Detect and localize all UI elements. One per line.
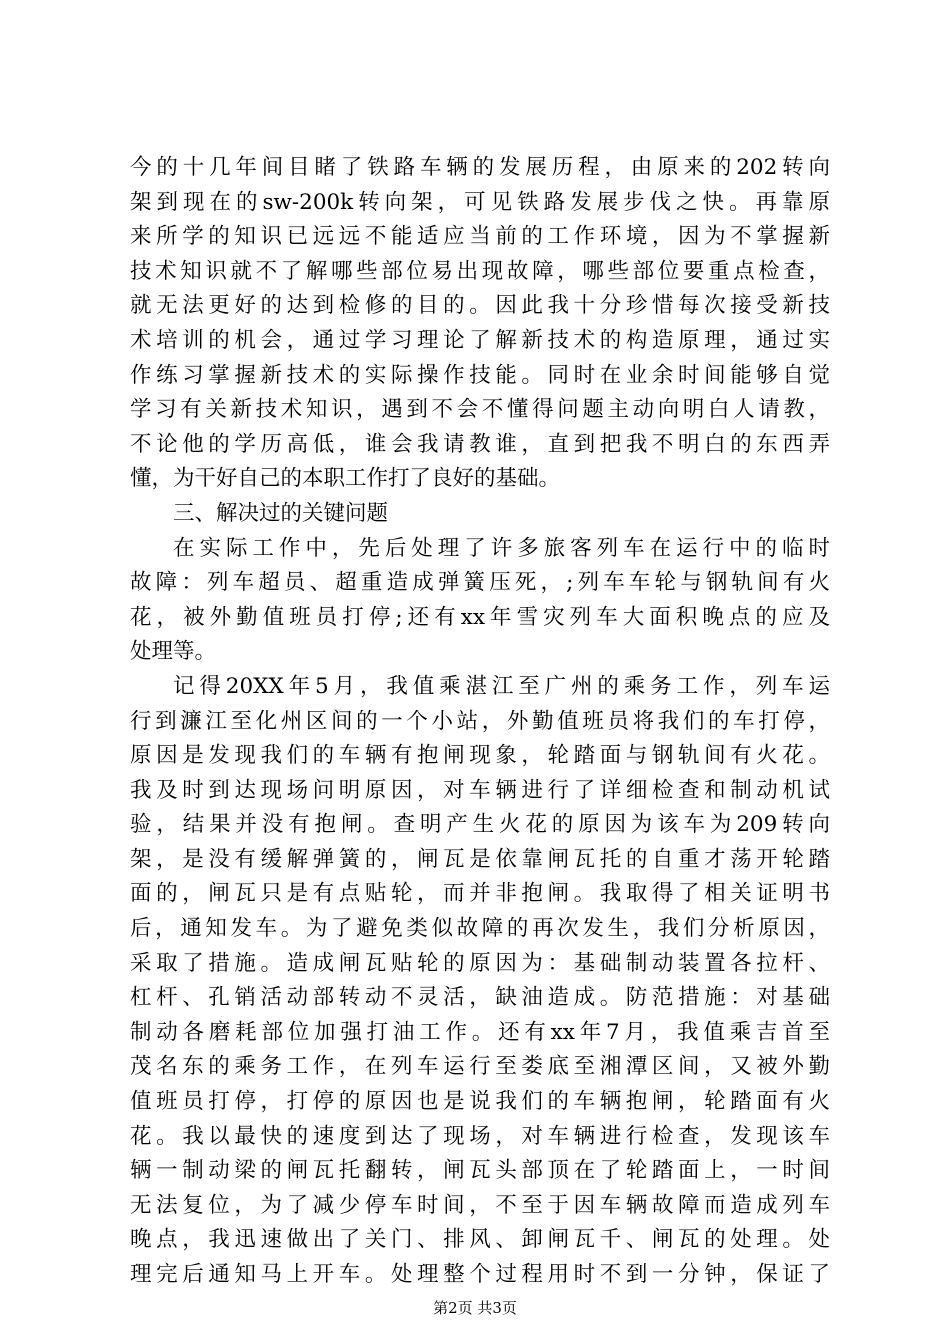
body-text-line: 懂，为干好自己的本职工作打了良好的基础。 [130,466,561,492]
page-number-label: 第2页 共3页 [433,1299,517,1317]
body-text-line: 作练习掌握新技术的实际操作技能。同时在业余时间能够自觉 [130,362,830,388]
body-text-line: 三、解决过的关键问题 [173,500,389,526]
body-text-line: 今的十几年间目睹了铁路车辆的发展历程，由原来的202转向 [130,155,830,180]
body-text-line: 花。我以最快的速度到达了现场，对车辆进行检查，发现该车 [130,1123,830,1149]
body-text-line: 行到濂江至化州区间的一个小站，外勤值班员将我们的车打停， [130,708,830,734]
body-text-line: 技术知识就不了解哪些部位易出现故障，哪些部位要重点检查， [130,258,830,284]
body-text-line: 架到现在的sw-200k转向架，可见铁路发展步伐之快。再靠原 [130,189,830,215]
document-body [130,151,830,1293]
body-text-line: 故障：列车超员、超重造成弹簧压死，;列车车轮与钢轨间有火 [130,570,830,596]
body-text-line: 记得20XX年5月，我值乘湛江至广州的乘务工作，列车运 [173,673,830,699]
body-text-line: 值班员打停，打停的原因也是说我们的车辆抱闸，轮踏面有火 [130,1089,830,1115]
body-text-line: 来所学的知识已远远不能适应当前的工作环境，因为不掌握新 [130,224,830,250]
body-text-line: 架，是没有缓解弹簧的，闸瓦是依靠闸瓦托的自重才荡开轮踏 [130,846,830,872]
body-text-line: 学习有关新技术知识，遇到不会不懂得问题主动向明白人请教， [130,397,830,423]
body-text-line: 采取了措施。造成闸瓦贴轮的原因为：基础制动装置各拉杆、 [130,950,830,976]
body-text-line: 杠杆、孔销活动部转动不灵活，缺油造成。防范措施：对基础 [130,985,830,1011]
body-text-line: 验，结果并没有抱闸。查明产生火花的原因为该车为209转向 [130,812,830,838]
body-text-line: 处理等。 [130,639,217,665]
body-text-line: 我及时到达现场问明原因，对车辆进行了详细检查和制动机试 [130,777,830,803]
body-text-line: 晚点，我迅速做出了关门、排风、卸闸瓦千、闸瓦的处理。处 [130,1227,830,1253]
body-text-line: 茂名东的乘务工作，在列车运行至娄底至湘潭区间，又被外勤 [130,1054,830,1080]
body-text-line: 理完后通知马上开车。处理整个过程用时不到一分钟，保证了 [130,1262,830,1287]
body-text-line: 无法复位，为了减少停车时间，不至于因车辆故障而造成列车 [130,1192,830,1218]
body-text-line: 辆一制动梁的闸瓦托翻转，闸瓦头部顶在了轮踏面上，一时间 [130,1158,830,1184]
body-text-line: 原因是发现我们的车辆有抱闸现象，轮踏面与钢轨间有火花。 [130,743,830,769]
page-footer [0,1298,950,1318]
body-text-line: 制动各磨耗部位加强打油工作。还有xx年7月，我值乘吉首至 [130,1019,830,1045]
body-text-line: 面的，闸瓦只是有点贴轮，而并非抱闸。我取得了相关证明书 [130,881,830,907]
body-text-line: 在实际工作中，先后处理了许多旅客列车在运行中的临时 [173,535,830,561]
body-text-line: 后，通知发车。为了避免类似故障的再次发生，我们分析原因， [130,916,830,942]
body-text-line: 术培训的机会，通过学习理论了解新技术的构造原理，通过实 [130,327,830,353]
body-text-line: 不论他的学历高低，谁会我请教谁，直到把我不明白的东西弄 [130,431,830,457]
body-text-line: 就无法更好的达到检修的目的。因此我十分珍惜每次接受新技 [130,293,830,319]
body-text-line: 花，被外勤值班员打停;还有xx年雪灾列车大面积晚点的应及 [130,604,830,630]
